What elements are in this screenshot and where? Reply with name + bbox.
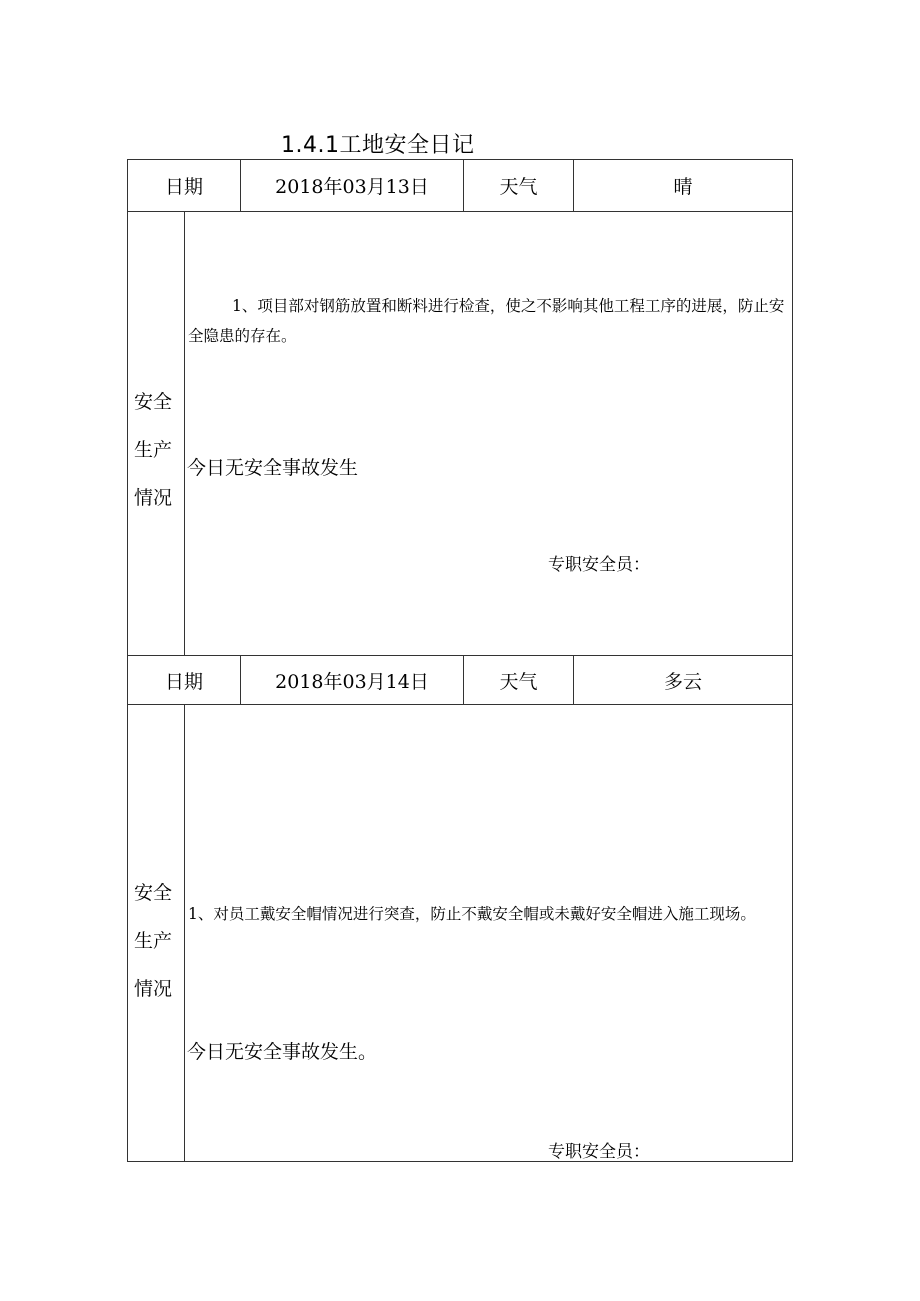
diary-entry-table xyxy=(127,656,793,1162)
section-content-cell xyxy=(186,705,792,1161)
inspection-item: 1、对员工戴安全帽情况进行突查，防止不戴安全帽或未戴好安全帽进入施工现场。 xyxy=(188,905,756,923)
diary-entry-table xyxy=(127,159,793,656)
inspection-item: 1、项目部对钢筋放置和断料进行检查，使之不影响其他工程工序的进展，防止安全隐患的存在。 xyxy=(188,297,785,345)
entry-body-row xyxy=(128,212,792,655)
entry-header-row xyxy=(128,160,792,212)
entry-header-row xyxy=(128,656,792,705)
weather-label: 天气 xyxy=(464,160,574,211)
safety-officer-label: 专职安全员： xyxy=(548,1142,650,1162)
section-label-cell xyxy=(128,212,185,655)
weather-value: 晴 xyxy=(673,176,693,198)
no-accident-notice: 今日无安全事故发生。 xyxy=(187,1041,378,1063)
section-label: 安全生产情况 xyxy=(134,882,173,1000)
section-label: 安全生产情况 xyxy=(134,391,173,509)
date-value: 2018年03月14日 xyxy=(241,656,464,704)
weather-label: 天气 xyxy=(464,656,574,704)
safety-officer-label: 专职安全员： xyxy=(548,555,650,575)
date-value: 2018年03月13日 xyxy=(241,160,464,211)
page-title: 1.4.1工地安全日记 xyxy=(281,133,475,158)
weather-value: 多云 xyxy=(663,670,702,693)
section-content-cell xyxy=(186,212,792,655)
date-label: 日期 xyxy=(128,160,241,211)
no-accident-notice: 今日无安全事故发生 xyxy=(187,457,359,479)
entry-body-row xyxy=(128,705,792,1161)
date-label: 日期 xyxy=(128,656,241,704)
section-label-cell xyxy=(128,705,185,1161)
